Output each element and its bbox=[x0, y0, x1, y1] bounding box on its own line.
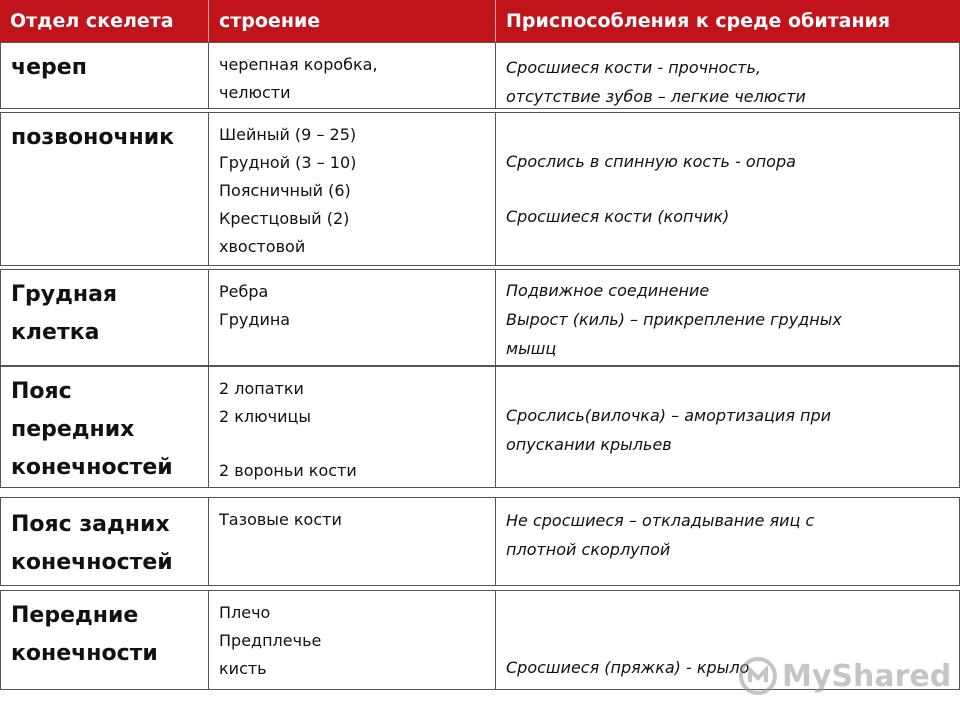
forelimb-girdle-part-cell bbox=[0, 367, 209, 487]
table-header bbox=[0, 0, 960, 43]
adaptation-text: плотной скорлупой bbox=[506, 540, 671, 559]
structure-text: Поясничный (6) bbox=[219, 181, 351, 200]
table-row-spine bbox=[0, 112, 960, 266]
adaptation-text: опускании крыльев bbox=[506, 435, 672, 454]
skeleton-table bbox=[0, 0, 960, 43]
part-text: конечностей bbox=[11, 455, 173, 480]
adaptation-text: Сросшиеся кости (копчик) bbox=[506, 207, 730, 226]
structure-text: Предплечье bbox=[219, 631, 322, 650]
table-row-forelimb-girdle bbox=[0, 366, 960, 488]
structure-text: хвостовой bbox=[219, 237, 306, 256]
ribcage-adaptation-cell bbox=[496, 270, 960, 365]
header-structure: строение bbox=[209, 0, 496, 42]
structure-text: 2 лопатки bbox=[219, 379, 304, 398]
structure-text: 2 вороньи кости bbox=[219, 461, 357, 480]
structure-text: Тазовые кости bbox=[219, 510, 342, 529]
adaptation-text: Вырост (киль) – прикрепление грудных bbox=[506, 310, 842, 329]
forelimbs-structure-cell bbox=[209, 591, 496, 689]
skull-adaptation-cell bbox=[496, 43, 960, 108]
skull-structure-cell bbox=[209, 43, 496, 108]
header-skeleton-part: Отдел скелета bbox=[0, 0, 209, 42]
adaptation-text: мышц bbox=[506, 339, 557, 358]
part-text: Пояс задних bbox=[11, 512, 170, 537]
table-row-ribcage bbox=[0, 269, 960, 366]
adaptation-text: Сросшиеся кости - прочность, bbox=[506, 58, 761, 77]
spine-part-cell bbox=[0, 113, 209, 265]
spine-structure-cell bbox=[209, 113, 496, 265]
watermark-logo-icon bbox=[738, 656, 778, 696]
adaptation-text: Не сросшиеся – откладывание яиц с bbox=[506, 511, 815, 530]
structure-text: Крестцовый (2) bbox=[219, 209, 350, 228]
skull-part-cell bbox=[0, 43, 209, 108]
adaptation-text: Подвижное соединение bbox=[506, 281, 710, 300]
forelimb-girdle-structure-cell bbox=[209, 367, 496, 487]
structure-text: Плечо bbox=[219, 603, 271, 622]
hindlimb-girdle-adaptation-cell bbox=[496, 498, 960, 585]
table-row-hindlimb-girdle bbox=[0, 497, 960, 586]
adaptation-text: Сросшиеся (пряжка) - крыло bbox=[506, 658, 750, 677]
part-text: Грудная bbox=[11, 282, 118, 307]
watermark bbox=[738, 656, 951, 696]
part-text: конечностей bbox=[11, 550, 173, 575]
hindlimb-girdle-structure-cell bbox=[209, 498, 496, 585]
part-text: череп bbox=[11, 55, 87, 80]
adaptation-text: отсутствие зубов – легкие челюсти bbox=[506, 87, 806, 106]
adaptation-text: Срослись в спинную кость - опора bbox=[506, 152, 796, 171]
structure-text: Грудной (3 – 10) bbox=[219, 153, 357, 172]
structure-text: кисть bbox=[219, 659, 267, 678]
ribcage-structure-cell bbox=[209, 270, 496, 365]
structure-text: Шейный (9 – 25) bbox=[219, 125, 357, 144]
part-text: конечности bbox=[11, 641, 158, 666]
structure-text: 2 ключицы bbox=[219, 407, 311, 426]
header-adaptations: Приспособления к среде обитания bbox=[506, 10, 891, 32]
part-text: позвоночник bbox=[11, 125, 175, 150]
adaptation-text: Срослись(вилочка) – амортизация при bbox=[506, 406, 832, 425]
spine-adaptation-cell bbox=[496, 113, 960, 265]
table-row-skull bbox=[0, 42, 960, 109]
structure-text: Ребра bbox=[219, 282, 269, 301]
structure-text: черепная коробка, bbox=[219, 55, 378, 74]
watermark-text: MyShared bbox=[782, 658, 952, 694]
part-text: передних bbox=[11, 417, 135, 442]
ribcage-part-cell bbox=[0, 270, 209, 365]
forelimb-girdle-adaptation-cell bbox=[496, 367, 960, 487]
hindlimb-girdle-part-cell bbox=[0, 498, 209, 585]
structure-text: Грудина bbox=[219, 310, 291, 329]
part-text: клетка bbox=[11, 320, 100, 345]
structure-text: челюсти bbox=[219, 83, 291, 102]
part-text: Передние bbox=[11, 603, 139, 628]
forelimbs-part-cell bbox=[0, 591, 209, 689]
part-text: Пояс bbox=[11, 379, 72, 404]
